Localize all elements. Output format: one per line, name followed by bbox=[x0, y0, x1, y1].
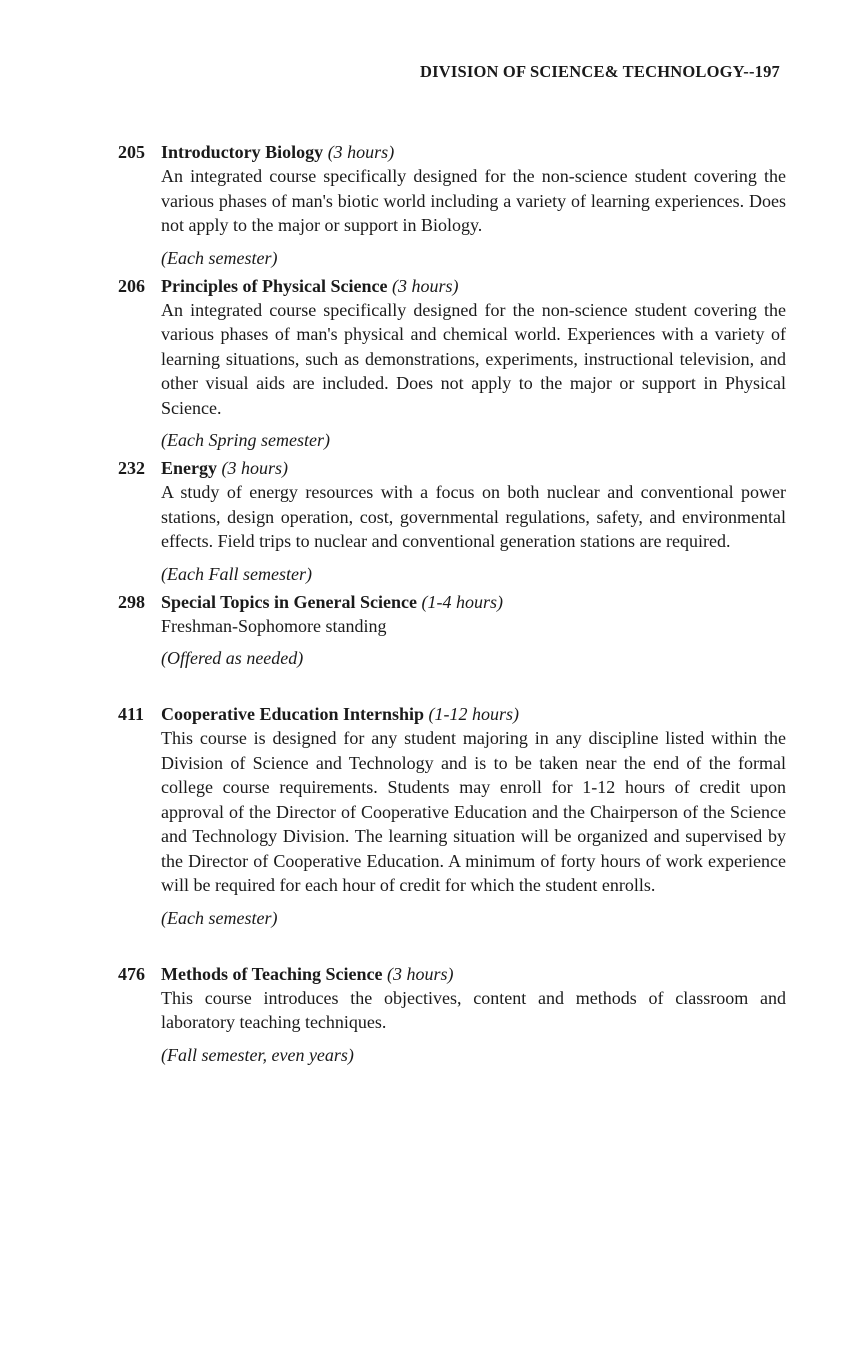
course-title: Special Topics in General Science bbox=[161, 591, 418, 612]
course-description: This course introduces the objectives, content and methods of classroom and laboratory teaching techniques. bbox=[161, 987, 786, 1032]
course-description: This course is designed for any student majoring in any discipline listed within the Division of Science and Technology and is to be taken near the end of the formal college course requirements. Students may enroll for 1-12 hours of credit upon approval of the Director of Cooperative Education and the Chairperson of the Science and Technology Division. The learning situation will be organized and supervised by the Director of Cooperative Education. A minimum of forty hours of work experience will be required for each hour of credit for which the student enrolls. bbox=[161, 728, 786, 895]
course-offered: (Fall semester, even years) bbox=[161, 1044, 354, 1065]
course-title-line bbox=[161, 274, 786, 298]
course-list bbox=[118, 140, 786, 1067]
course-title-line bbox=[161, 140, 786, 164]
course-entry bbox=[118, 962, 786, 1067]
course-number: 476 bbox=[118, 963, 145, 984]
course-title: Cooperative Education Internship bbox=[161, 704, 425, 724]
course-offered: (Each semester) bbox=[161, 247, 278, 268]
course-title: Principles of Physical Science bbox=[161, 275, 388, 296]
course-hours: (3 hours) bbox=[391, 275, 459, 296]
course-number: 205 bbox=[118, 142, 145, 162]
course-title: Introductory Biology bbox=[161, 142, 324, 162]
course-offered: (Each Fall semester) bbox=[161, 563, 312, 584]
course-entry bbox=[118, 702, 786, 930]
course-offered: (Offered as needed) bbox=[161, 648, 304, 668]
course-title: Methods of Teaching Science bbox=[161, 963, 383, 984]
page-header: DIVISION OF SCIENCE& TECHNOLOGY--197 bbox=[419, 62, 780, 81]
course-title-line bbox=[161, 962, 786, 986]
course-description: Freshman-Sophomore standing bbox=[161, 615, 387, 636]
course-hours: (1-12 hours) bbox=[428, 704, 520, 724]
course-entry bbox=[118, 140, 786, 270]
course-offered: (Each semester) bbox=[161, 907, 278, 928]
course-hours: (3 hours) bbox=[221, 458, 288, 478]
course-entry bbox=[118, 590, 786, 671]
course-hours: (1-4 hours) bbox=[421, 591, 504, 612]
course-number: 298 bbox=[118, 591, 145, 612]
course-number: 206 bbox=[118, 275, 145, 296]
course-description: An integrated course specifically designed for the non-science student covering the various phases of man's physical and chemical world. Experiences with a variety of learning situations, such as demonstrations, experiments, instructional television, and other visual aids are included. Does not apply to the major or support in Physical Science. bbox=[161, 299, 786, 418]
course-title-line bbox=[161, 702, 786, 726]
course-entry bbox=[118, 274, 786, 453]
course-title: Energy bbox=[161, 458, 217, 478]
course-description: An integrated course specifically designed for the non-science student covering the various phases of man's biotic world including a variety of learning experiences. Does not apply to the major or support in Biology. bbox=[161, 166, 786, 235]
course-number: 232 bbox=[118, 458, 145, 478]
course-entry bbox=[118, 456, 786, 586]
course-hours: (3 hours) bbox=[387, 963, 454, 984]
course-offered: (Each Spring semester) bbox=[161, 430, 330, 450]
course-hours: (3 hours) bbox=[327, 142, 395, 162]
course-title-line bbox=[161, 456, 786, 480]
course-number: 411 bbox=[118, 704, 145, 724]
course-title-line bbox=[161, 590, 786, 614]
course-description: A study of energy resources with a focus on both nuclear and conventional power stations, design operation, cost, governmental regulations, safety, and environmental effects. Field trips to nuclear and conventional generation stations are required. bbox=[161, 482, 786, 551]
